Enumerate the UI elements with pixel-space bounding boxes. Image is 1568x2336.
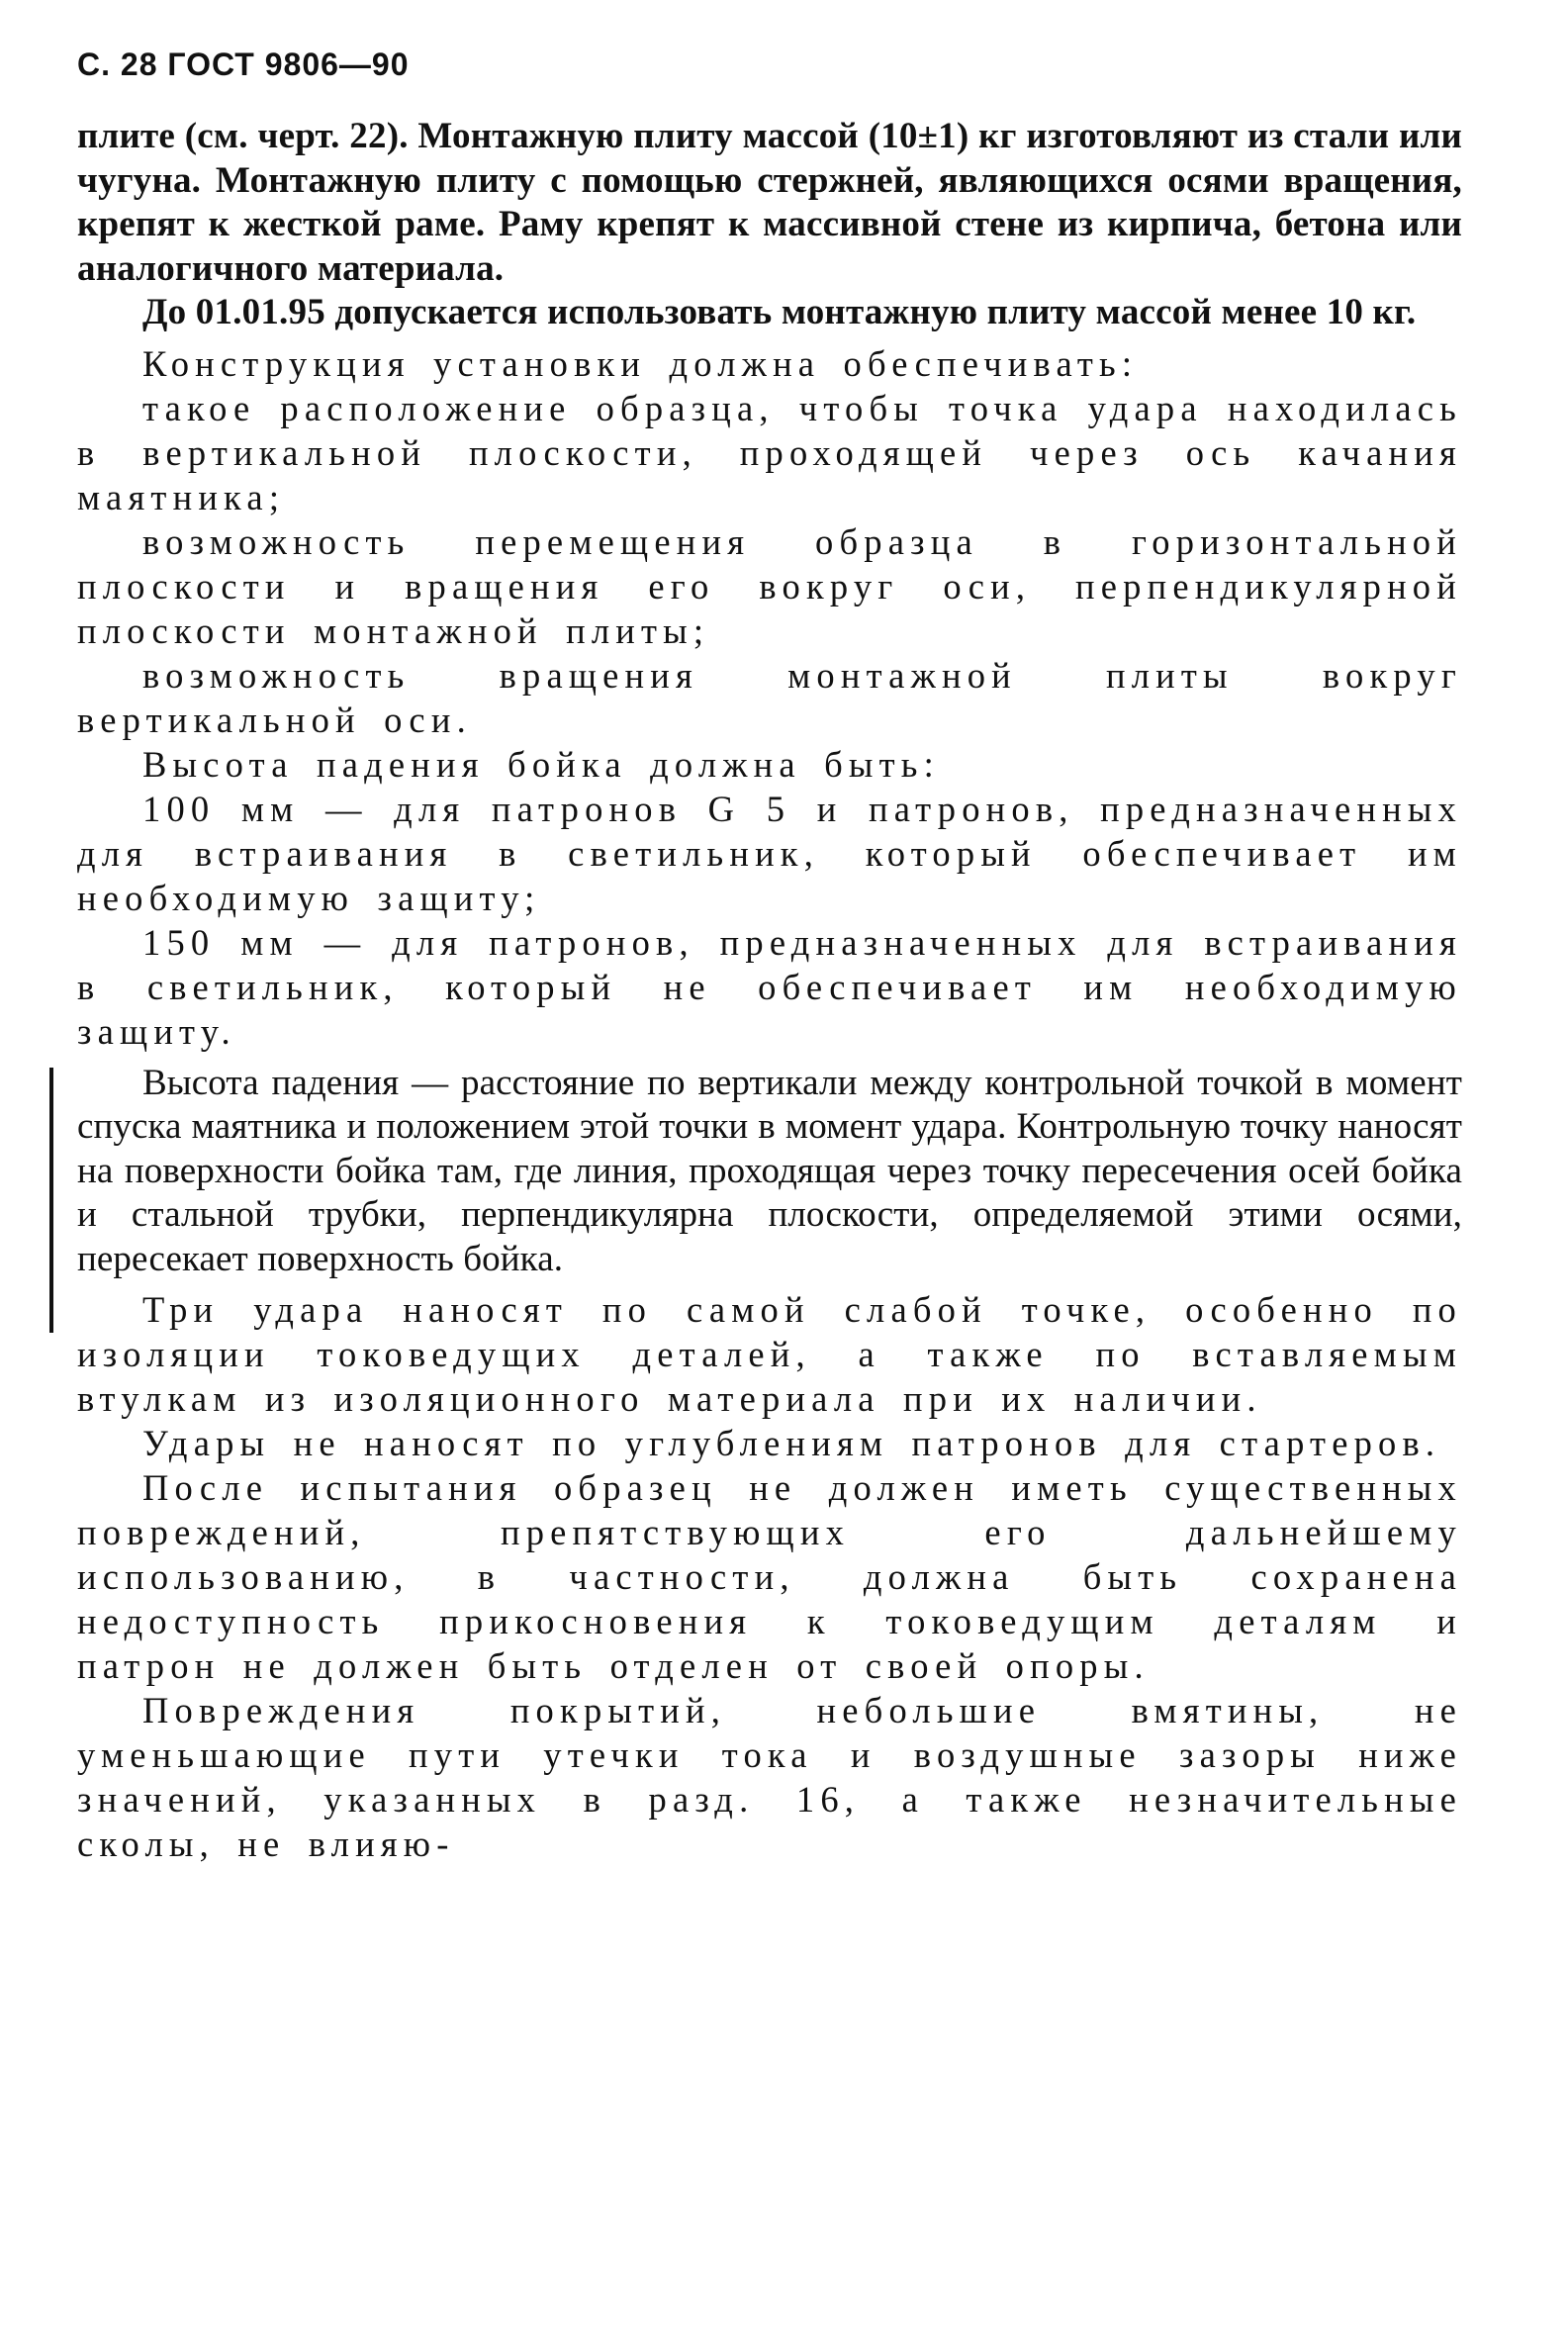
paragraph-drop-height-definition: Высота падения — расстояние по вертикали между контрольной точкой в момент спуска маятника и положением этой точки в момент удара. Контрольную точку наносят на поверхности бойка там, где линия, проходящая через точку пересечения осей бойка и стальной трубки, перпендикулярна плоскости, определяемой этими осями, пересекает поверхность бойка.: [77, 1062, 1462, 1279]
paragraph-drop-height: Высота падения бойка должна быть:: [142, 743, 940, 785]
list-item-drop-height-100: 100 мм — для патронов G 5 и патронов, предназначенных для встраивания в светильник, который обеспечивает им необходимую защиту;: [77, 788, 1462, 918]
revision-block: [77, 1062, 1462, 1282]
revision-bar: [49, 1068, 53, 1333]
document-page: [77, 36, 1462, 1866]
page-header: С. 28 ГОСТ 9806—90: [77, 47, 410, 82]
list-item-drop-height-150: 150 мм — для патронов, предназначенных для встраивания в светильник, который не обеспечивает им необходимую защиту.: [77, 921, 1462, 1052]
list-item-sample-position: такое расположение образца, чтобы точка удара находилась в вертикальной плоскости, проходящей через ось качания маятника;: [77, 387, 1462, 517]
list-item-plate-rotation: возможность вращения монтажной плиты вокруг вертикальной оси.: [77, 654, 1462, 740]
paragraph-mounting-plate: плите (см. черт. 22). Монтажную плиту массой (10±1) кг изготовляют из стали или чугуна. Монтажную плиту с помощью стержней, являющихся осями вращения, крепят к жесткой раме. Раму крепят к массивной стене из кирпича, бетона или аналогичного материала.: [77, 116, 1462, 289]
paragraph-mounting-plate-exception: До 01.01.95 допускается использовать монтажную плиту массой менее 10 кг.: [142, 292, 1417, 332]
paragraph-three-blows: Три удара наносят по самой слабой точке, особенно по изоляции токоведущих деталей, а также по вставляемым втулкам из изоляционного материала при их наличии.: [77, 1289, 1462, 1419]
paragraph-starter-recesses: Удары не наносят по углублениям патронов для стартеров.: [142, 1423, 1441, 1463]
paragraph-after-test: После испытания образец не должен иметь существенных повреждений, препятствующих его дальнейшему использованию, в частности, должна быть сохранена недоступность прикосновения к токоведущим деталям и патрон не должен быть отделен от своей опоры.: [77, 1467, 1462, 1686]
paragraph-construction-requirements: Конструкция установки должна обеспечивать:: [142, 342, 1139, 384]
paragraph-coating-damage: Повреждения покрытий, небольшие вмятины, не уменьшающие пути утечки тока и воздушные зазоры ниже значений, указанных в разд. 16, а также незначительные сколы, не влияю-: [77, 1690, 1462, 1864]
list-item-horizontal-movement: возможность перемещения образца в горизонтальной плоскости и вращения его вокруг оси, перпендикулярной плоскости монтажной плиты;: [77, 520, 1462, 651]
